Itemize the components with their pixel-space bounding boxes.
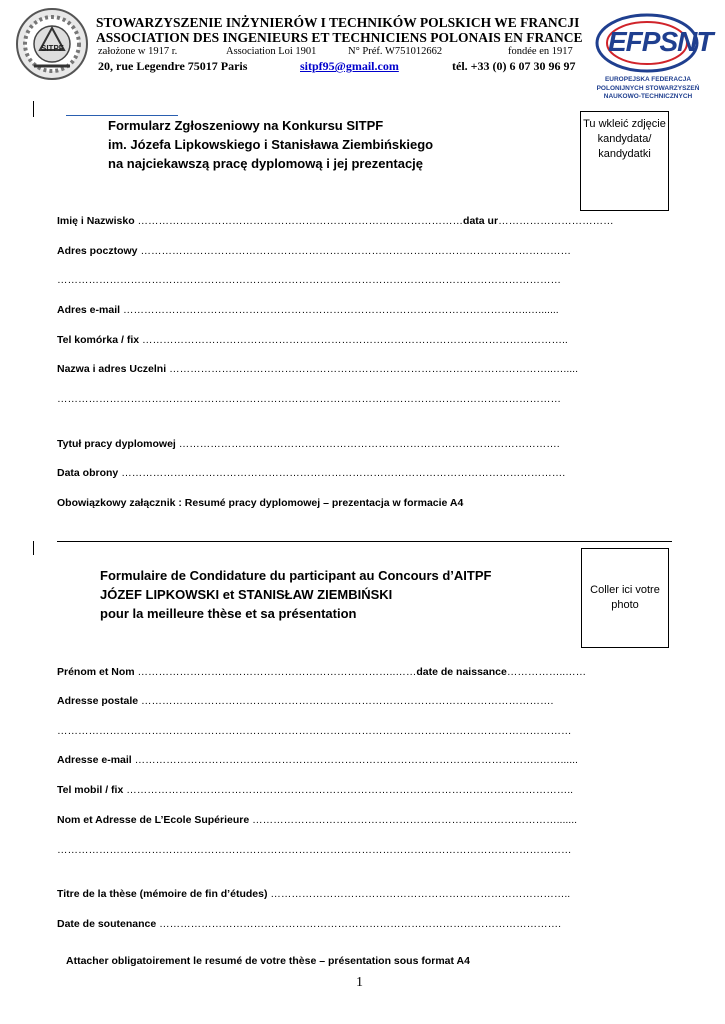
section-divider xyxy=(57,541,672,542)
pl-attachment-note: Obowiązkowy załącznik : Resumé pracy dyplomowej – prezentacja w formacie A4 xyxy=(57,497,464,509)
pl-school-dots: ………………………………………………………………………………………………..…..... xyxy=(169,363,578,375)
pl-name-dots: ………………………………………………………………………………… xyxy=(137,215,464,227)
header-line1: STOWARZYSZENIE INŻYNIERÓW I TECHNIKÓW POLSKICH WE FRANCJI xyxy=(96,15,580,30)
fr-phone-field[interactable] xyxy=(57,784,573,796)
caption-line: POLONIJNYCH STOWARZYSZEŃ xyxy=(596,84,700,92)
fr-title-line: pour la meilleure thèse et sa présentation xyxy=(100,606,357,621)
right-logo-text: EFPSNT xyxy=(608,26,713,57)
fr-defense-field[interactable] xyxy=(57,918,561,930)
pl-phone-dots: ………………………………………………………………………………………………………….. xyxy=(142,334,568,346)
pl-defense-label: Data obrony xyxy=(57,467,119,479)
pl-address-continued[interactable]: ……………………………………………………………………………………………………………………………… xyxy=(57,274,561,286)
prefecture-number: N° Préf. W751012662 xyxy=(348,46,443,57)
pl-defense-dots: ………………………………………………………………………………………………………………. xyxy=(121,467,566,479)
fr-title-line: JÓZEF LIPKOWSKI et STANISŁAW ZIEMBIŃSKI xyxy=(100,587,393,602)
founded-pl: założone w 1917 r. xyxy=(98,46,178,57)
fr-address-continued[interactable]: ………………………………………………………………………………………………………………………………… xyxy=(57,725,572,737)
text-cursor-mark xyxy=(33,541,34,555)
pl-photo-text: kandydatki xyxy=(598,148,651,160)
page-number: 1 xyxy=(356,975,363,990)
fr-photo-text: Coller ici votre xyxy=(590,584,660,596)
pl-form-title xyxy=(108,116,433,173)
fr-school-label: Nom et Adresse de L’Ecole Supérieure xyxy=(57,814,250,826)
fr-birthdate-dots: ……………..…… xyxy=(506,666,587,678)
email-link[interactable]: sitpf95@gmail.com xyxy=(300,59,399,73)
fr-photo-box xyxy=(581,548,669,648)
left-logo-text: SITPF xyxy=(41,44,64,53)
pl-title-line: Formularz Zgłoszeniowy na Konkursu SITPF xyxy=(108,118,384,133)
pl-name-field[interactable] xyxy=(57,215,614,227)
fr-address-field[interactable] xyxy=(57,695,553,707)
phone-number: tél. +33 (0) 6 07 30 96 97 xyxy=(452,59,576,73)
fr-defense-dots: ……………………………………………………………………………………………………. xyxy=(159,918,562,930)
pl-title-line: im. Józefa Lipkowskiego i Stanisława Ziembińskiego xyxy=(108,137,434,152)
postal-address: 20, rue Legendre 75017 Paris xyxy=(98,59,248,73)
pl-birthdate-label: data ur xyxy=(463,215,499,227)
pl-thesis-dots: ………………………………………………………………………………………………. xyxy=(178,438,560,450)
pl-phone-field[interactable] xyxy=(57,334,568,346)
pl-phone-label: Tel komórka / fix xyxy=(57,334,140,346)
pl-school-continued[interactable]: ……………………………………………………………………………………………………………………………… xyxy=(57,393,561,405)
fr-form-title xyxy=(100,566,491,623)
fr-school-dots: ……………………………………………………………………………....... xyxy=(252,814,578,826)
pl-school-label: Nazwa i adres Uczelni xyxy=(57,363,167,375)
fr-address-label: Adresse postale xyxy=(57,695,139,707)
fr-title-line: Formulaire de Condidature du participant au Concours d’AITPF xyxy=(100,568,492,583)
fr-birthdate-label: date de naissance xyxy=(416,666,507,678)
pl-email-label: Adres e-mail xyxy=(57,304,121,316)
pl-thesis-label: Tytuł pracy dyplomowej xyxy=(57,438,176,450)
fr-thesis-label: Titre de la thèse (mémoire de fin d’études) xyxy=(57,888,268,900)
fr-email-field[interactable] xyxy=(57,754,578,766)
fr-thesis-field[interactable] xyxy=(57,888,570,900)
pl-school-field[interactable] xyxy=(57,363,578,375)
fr-photo-text: photo xyxy=(611,599,639,611)
pl-title-line: na najciekawszą pracę dyplomową i jej prezentację xyxy=(108,156,424,171)
pl-defense-field[interactable] xyxy=(57,467,565,479)
text-cursor-mark xyxy=(33,101,34,117)
left-logo xyxy=(14,6,90,82)
pl-photo-box xyxy=(580,111,669,211)
pl-photo-text: Tu wkleić zdjęcie xyxy=(583,118,666,130)
caption-line: NAUKOWO-TECHNICZNYCH xyxy=(603,93,693,100)
fr-school-field[interactable] xyxy=(57,814,577,826)
pl-address-label: Adres pocztowy xyxy=(57,245,138,257)
fr-attachment-note: Attacher obligatoirement le resumé de votre thèse – présentation sous format A4 xyxy=(66,955,470,967)
pl-birthdate-dots: …………………………… xyxy=(498,215,614,227)
fr-name-dots: ………………………………………………………………..…… xyxy=(137,666,417,678)
pl-address-field[interactable] xyxy=(57,245,571,257)
fr-email-dots: ……………………………………………………………………………………………………..……...... xyxy=(134,754,578,766)
fr-phone-label: Tel mobil / fix xyxy=(57,784,124,796)
fr-thesis-dots: ………………………………………………………………………….. xyxy=(270,888,571,900)
fr-address-dots: ………………………………………………………………………………………………………. xyxy=(141,695,554,707)
association-loi: Association Loi 1901 xyxy=(226,46,317,57)
pl-address-dots: …………………………………………………………………………………………………………… xyxy=(140,245,571,257)
fr-defense-label: Date de soutenance xyxy=(57,918,157,930)
right-logo-caption xyxy=(586,76,710,102)
header-line2: ASSOCIATION DES INGENIEURS ET TECHNICIENS POLONAIS EN FRANCE xyxy=(96,30,583,45)
pl-photo-text: kandydata/ xyxy=(597,133,652,145)
fr-name-label: Prénom et Nom xyxy=(57,666,135,678)
pl-email-dots: ……………………………………………………………………………………………………..…....... xyxy=(122,304,559,316)
right-logo xyxy=(594,12,713,74)
pl-thesis-field[interactable] xyxy=(57,438,560,450)
founded-fr: fondée en 1917 xyxy=(508,46,573,57)
fr-phone-dots: ……………………………………………………………………………………………………………….. xyxy=(126,784,574,796)
pl-name-label: Imię i Nazwisko xyxy=(57,215,135,227)
caption-line: EUROPEJSKA FEDERACJA xyxy=(604,76,692,83)
pl-email-field[interactable] xyxy=(57,304,559,316)
fr-email-label: Adresse e-mail xyxy=(57,754,132,766)
fr-school-continued[interactable]: ………………………………………………………………………………………………………………………………… xyxy=(57,844,572,856)
fr-name-field[interactable] xyxy=(57,666,586,678)
